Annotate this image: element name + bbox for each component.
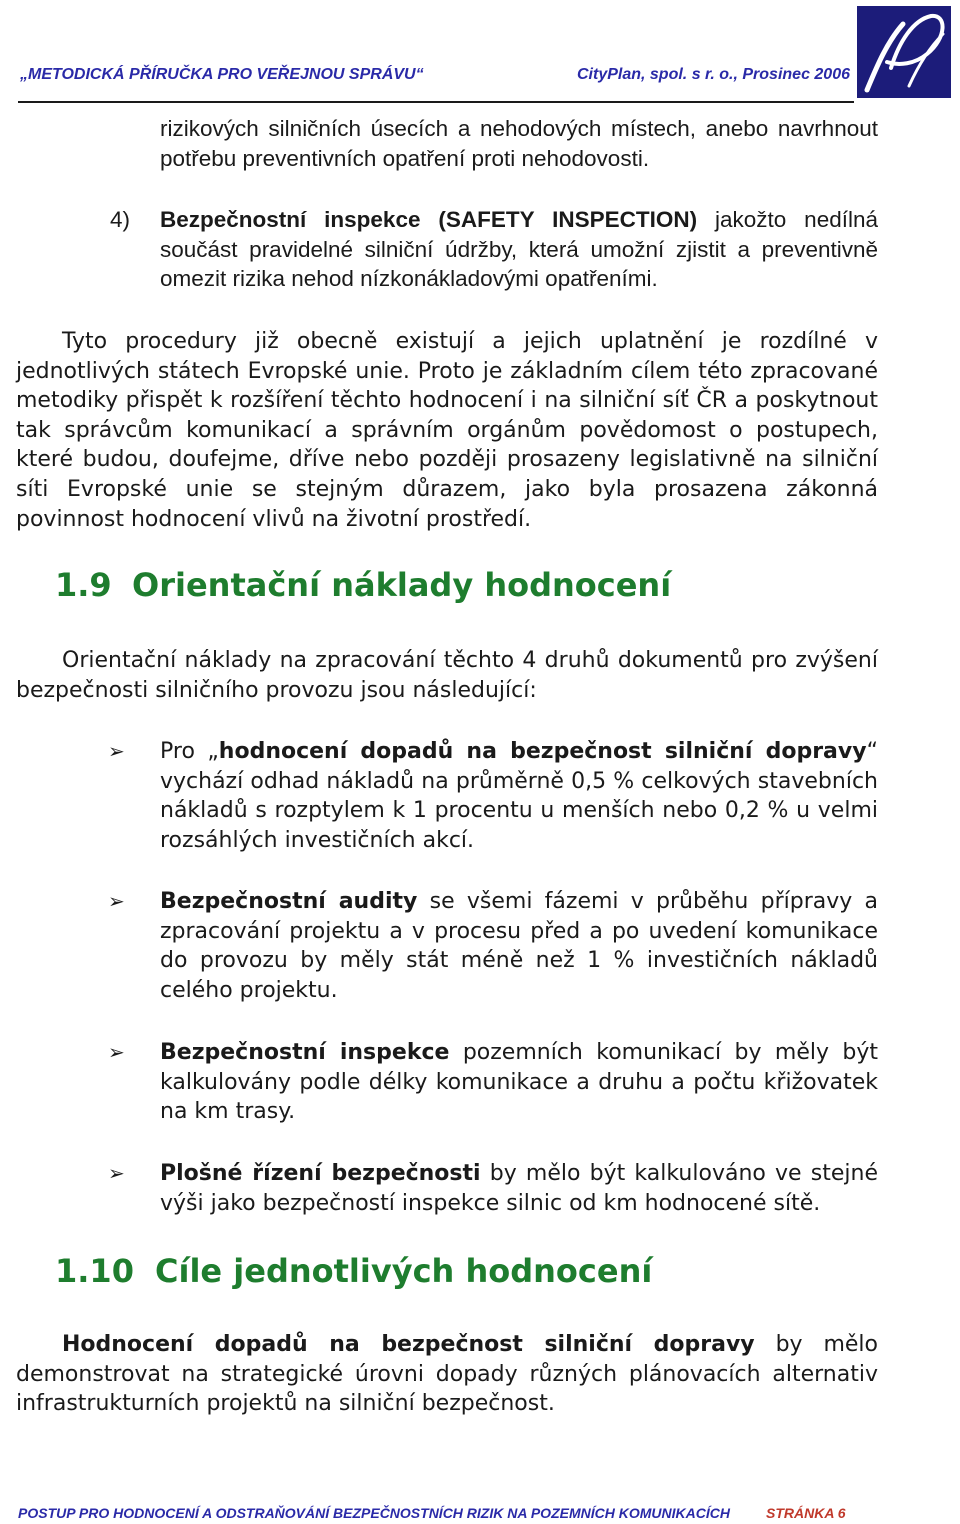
section-number: 1.10 bbox=[55, 1252, 134, 1290]
list-item: Pro „hodnocení dopadů na bezpečnost silniční dopravy“ vychází odhad nákladů na průměrně 0,5 % celkových stavebních nákladů s rozptylem k 1 procentu u menších nebo 0,2 % u velmi rozsáhlých investičních akcí. bbox=[160, 739, 878, 853]
list-item-number: 4) bbox=[110, 207, 131, 232]
section-title: Orientační náklady hodnocení bbox=[132, 566, 672, 604]
body-paragraph-costs-intro: Orientační náklady na zpracování těchto 4 druhů dokumentů pro zvýšení bezpečnosti silničního provozu jsou následující: bbox=[16, 648, 878, 703]
list-item-bold-term: Bezpečnostní inspekce bbox=[160, 1040, 450, 1065]
body-paragraph-procedures: Tyto procedury již obecně existují a jejich uplatnění je rozdílné v jednotlivých státech Evropské unie. Proto je základním cílem této zpracované metodiky přispět k rozšíření těchto hodnocení i na silniční síť ČR a poskytnout tak správcům komunikací a správním orgánům povědomost o postupech, které budou, doufejme, dříve nebo později prosazeny legislativně na silniční síti Evropské unie se stejným důrazem, jako byla prosazena zákonná povinnost hodnocení vlivů na životní prostředí. bbox=[16, 329, 878, 532]
section-heading-goals bbox=[55, 1252, 652, 1290]
list-item-bold-term: hodnocení dopadů na bezpečnost silniční dopravy bbox=[218, 739, 867, 764]
bullet-arrow-icon: ➢ bbox=[108, 1161, 125, 1185]
bullet-arrow-icon: ➢ bbox=[108, 739, 125, 763]
bullet-arrow-icon: ➢ bbox=[108, 889, 125, 913]
list-item-safety-inspection: Bezpečnostní inspekce (SAFETY INSPECTION) jakožto nedílná součást pravidelné silniční údržby, která umožní zjistit a preventivně omezit rizika nehod nízkonákladovými opatřeními. bbox=[160, 207, 878, 292]
cityplan-logo-icon bbox=[857, 6, 951, 98]
list-item-bold-term: Bezpečnostní inspekce (SAFETY INSPECTION) bbox=[160, 207, 698, 232]
list-item: Bezpečnostní audity se všemi fázemi v průběhu přípravy a zpracování projektu a v procesu před a po uvedení komunikace do provozu by měly stát méně než 1 % investičních nákladů celého projektu. bbox=[160, 889, 879, 1003]
paragraph-bold-term: Hodnocení dopadů na bezpečnost silniční dopravy bbox=[62, 1332, 755, 1357]
list-item-bold-term: Bezpečnostní audity bbox=[160, 889, 418, 914]
footer-page-number: STRÁNKA 6 bbox=[766, 1505, 846, 1521]
section-number: 1.9 bbox=[55, 566, 112, 604]
footer-document-title: POSTUP PRO HODNOCENÍ A ODSTRAŇOVÁNÍ BEZPEČNOSTNÍCH RIZIK NA POZEMNÍCH KOMUNIKACÍCH bbox=[18, 1505, 730, 1521]
section-heading-costs bbox=[55, 566, 671, 604]
list-item: Bezpečnostní inspekce pozemních komunikací by měly být kalkulovány podle délky komunikace a druhu a počtu křižovatek na km trasy. bbox=[160, 1040, 878, 1125]
header-document-title: „METODICKÁ PŘÍRUČKA PRO VEŘEJNOU SPRÁVU“ bbox=[20, 66, 424, 83]
bullet-arrow-icon: ➢ bbox=[108, 1040, 125, 1064]
body-paragraph-goals: Hodnocení dopadů na bezpečnost silniční dopravy by mělo demonstrovat na strategické úrovni dopady různých plánovacích alternativ infrastrukturních projektů na silniční bezpečnost. bbox=[16, 1332, 878, 1417]
header-company-date: CityPlan, spol. s r. o., Prosinec 2006 bbox=[577, 66, 850, 83]
header-divider bbox=[18, 101, 854, 103]
section-title: Cíle jednotlivých hodnocení bbox=[155, 1252, 653, 1290]
list-item-continuation: rizikových silničních úsecích a nehodových místech, anebo navrhnout potřebu preventivních opatření proti nehodovosti. bbox=[160, 116, 878, 171]
list-item: Plošné řízení bezpečnosti by mělo být kalkulováno ve stejné výši jako bezpečností inspekce silnic od km hodnocené sítě. bbox=[160, 1161, 878, 1216]
list-item-bold-term: Plošné řízení bezpečnosti bbox=[160, 1161, 481, 1186]
